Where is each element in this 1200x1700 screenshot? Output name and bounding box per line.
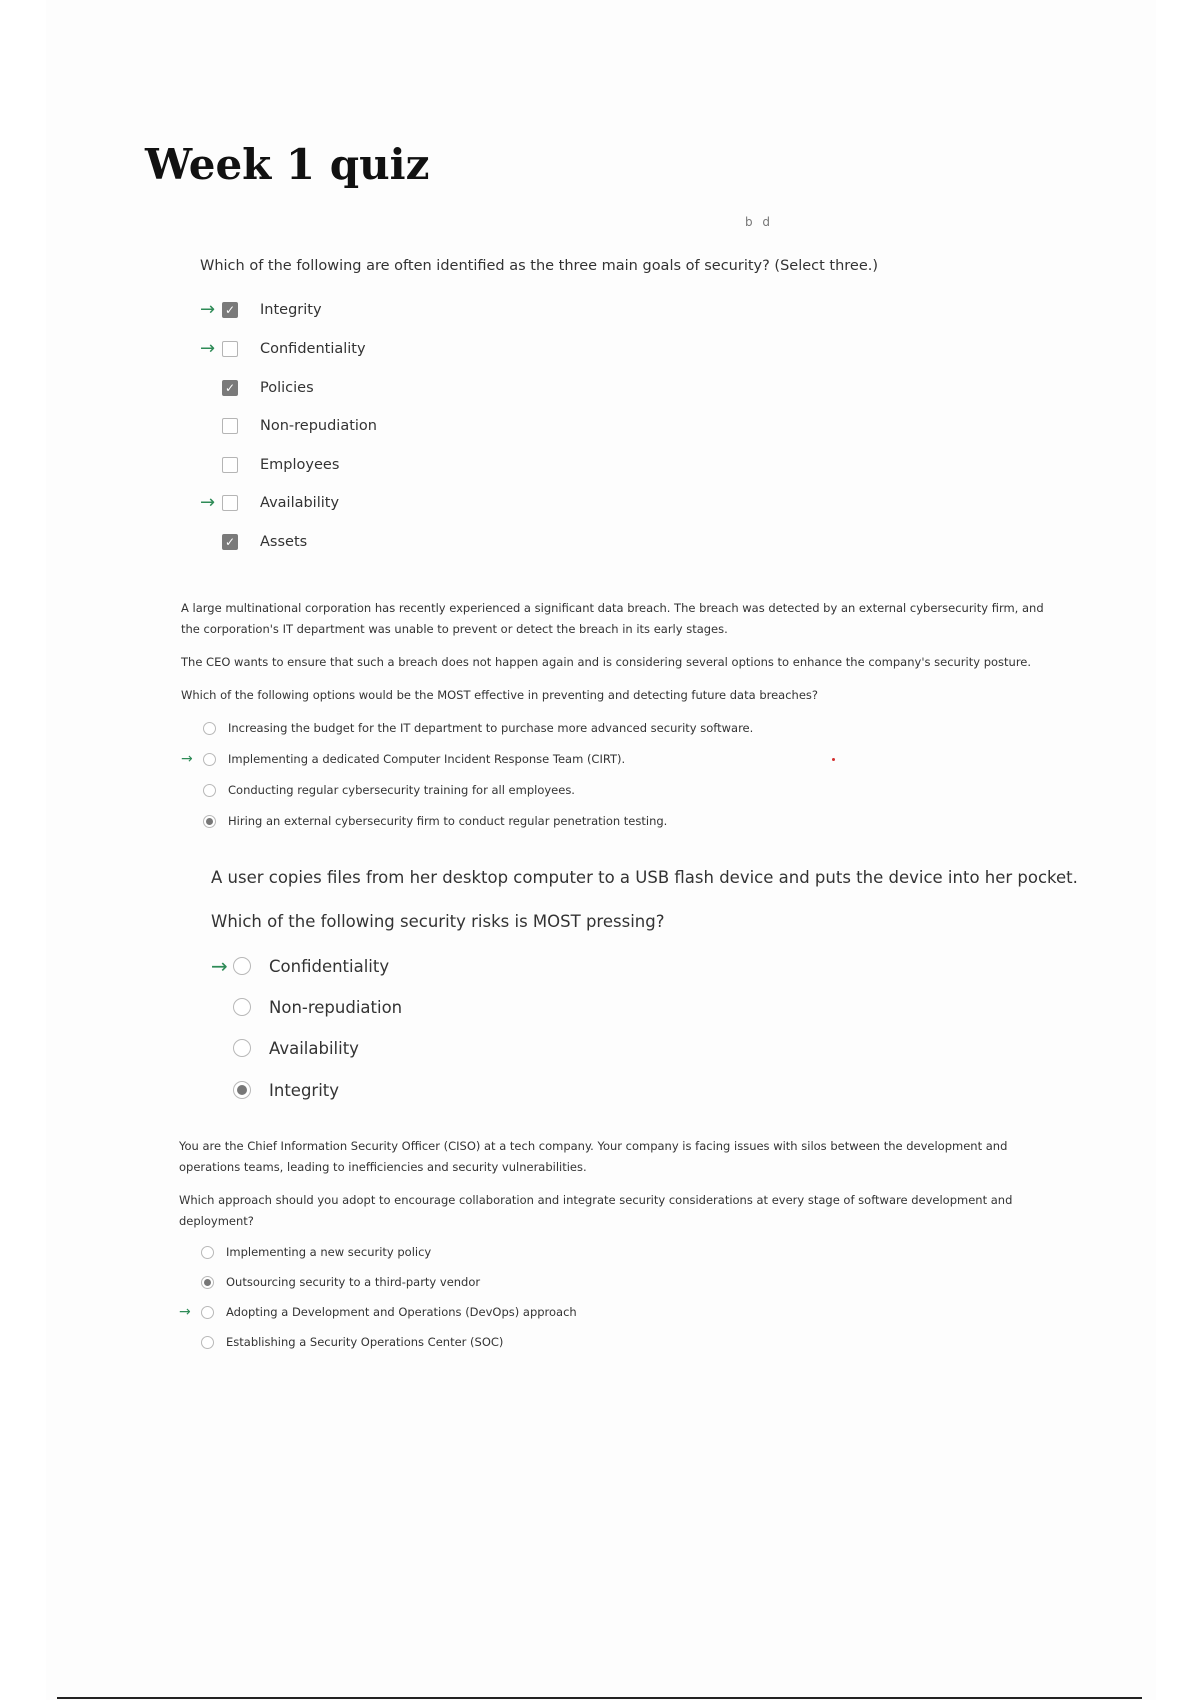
radio-button[interactable] xyxy=(201,1246,214,1259)
page-title: Week 1 quiz xyxy=(145,140,430,189)
option-label: Confidentiality xyxy=(269,956,390,976)
radio-button[interactable] xyxy=(233,1081,251,1099)
right-arrow-icon: → xyxy=(181,751,193,767)
question-1-text: Which of the following are often identified as the three main goals of security? (Select three.) xyxy=(200,258,879,274)
question-2-paragraph-3: Which of the following options would be the MOST effective in preventing and detecting future data breaches? xyxy=(181,688,818,702)
checkbox[interactable] xyxy=(222,495,238,511)
question-2 xyxy=(181,598,1061,706)
question-3-paragraph-1: A user copies files from her desktop computer to a USB flash device and puts the device into her pocket. xyxy=(211,868,1078,887)
option-label: Non-repudiation xyxy=(269,997,403,1017)
right-arrow-icon: → xyxy=(200,338,216,359)
radio-button[interactable] xyxy=(203,815,216,828)
right-arrow-icon: → xyxy=(200,299,216,320)
radio-button[interactable] xyxy=(203,753,216,766)
q4-option-2[interactable] xyxy=(179,1275,480,1289)
radio-button[interactable] xyxy=(201,1276,214,1289)
radio-selected-dot xyxy=(206,818,213,825)
checkbox[interactable] xyxy=(222,418,238,434)
checkbox[interactable] xyxy=(222,534,238,550)
option-label: Hiring an external cybersecurity firm to conduct regular penetration testing. xyxy=(228,814,668,828)
corner-mark: b d xyxy=(745,215,774,229)
option-label: Outsourcing security to a third-party vendor xyxy=(226,1275,481,1289)
option-label: Integrity xyxy=(260,302,322,318)
option-label: Availability xyxy=(269,1038,359,1058)
option-label: Employees xyxy=(260,457,340,473)
option-label: Implementing a new security policy xyxy=(226,1245,432,1259)
q3-option-integrity[interactable] xyxy=(211,1080,339,1100)
q1-option-availability[interactable] xyxy=(200,494,339,512)
checkbox[interactable] xyxy=(222,380,238,396)
option-label: Availability xyxy=(260,495,340,511)
red-dot-mark xyxy=(832,758,835,761)
radio-button[interactable] xyxy=(233,998,251,1016)
q2-option-3[interactable] xyxy=(181,783,575,797)
option-label: Adopting a Development and Operations (DevOps) approach xyxy=(226,1305,577,1319)
question-4-paragraph-2: Which approach should you adopt to encourage collaboration and integrate security considerations at every stage of software development and deployment? xyxy=(179,1193,1013,1228)
right-arrow-icon: → xyxy=(200,492,216,513)
q1-option-integrity[interactable] xyxy=(200,301,322,319)
q3-option-availability[interactable] xyxy=(211,1038,359,1058)
right-arrow-icon: → xyxy=(179,1304,191,1320)
radio-button[interactable] xyxy=(233,957,251,975)
q2-option-4[interactable] xyxy=(181,814,667,828)
option-label: Integrity xyxy=(269,1080,340,1100)
option-label: Conducting regular cybersecurity training for all employees. xyxy=(228,783,575,797)
q1-option-employees[interactable] xyxy=(200,456,339,474)
right-arrow-icon: → xyxy=(211,954,228,978)
radio-button[interactable] xyxy=(203,722,216,735)
q3-option-confidentiality[interactable] xyxy=(211,956,389,976)
option-label: Non-repudiation xyxy=(260,418,377,434)
question-4-paragraph-1: You are the Chief Information Security Officer (CISO) at a tech company. Your company is facing issues with silos between the development and operations teams, leading to inefficiencies and security vulnerabilities. xyxy=(179,1139,1008,1174)
check-icon: ✓ xyxy=(224,303,236,317)
option-label: Confidentiality xyxy=(260,341,366,357)
option-label: Policies xyxy=(260,380,314,396)
option-label: Implementing a dedicated Computer Incident Response Team (CIRT). xyxy=(228,752,626,766)
radio-selected-dot xyxy=(237,1085,247,1095)
radio-button[interactable] xyxy=(233,1039,251,1057)
q4-option-3[interactable] xyxy=(179,1305,577,1319)
question-1 xyxy=(200,258,1000,274)
question-2-paragraph-1: A large multinational corporation has recently experienced a significant data breach. The breach was detected by an external cybersecurity firm, and the corporation's IT department was unable to prevent or detect the breach in its early stages. xyxy=(181,601,1044,636)
question-3 xyxy=(211,868,1091,931)
q3-option-non-repudiation[interactable] xyxy=(211,997,402,1017)
question-3-paragraph-2: Which of the following security risks is MOST pressing? xyxy=(211,912,665,931)
q1-option-confidentiality[interactable] xyxy=(200,340,366,358)
footer-rule xyxy=(57,1697,1142,1699)
option-label: Increasing the budget for the IT department to purchase more advanced security software. xyxy=(228,721,754,735)
radio-button[interactable] xyxy=(203,784,216,797)
q4-option-1[interactable] xyxy=(179,1245,431,1259)
q2-option-1[interactable] xyxy=(181,721,753,735)
question-4 xyxy=(179,1136,1059,1232)
check-icon: ✓ xyxy=(224,535,236,549)
checkbox[interactable] xyxy=(222,457,238,473)
question-2-paragraph-2: The CEO wants to ensure that such a breach does not happen again and is considering several options to enhance the company's security posture. xyxy=(181,655,1032,669)
checkbox[interactable] xyxy=(222,341,238,357)
q1-option-assets[interactable] xyxy=(200,533,307,551)
page-sheet xyxy=(46,0,1156,1700)
option-label: Assets xyxy=(260,534,308,550)
checkbox[interactable] xyxy=(222,302,238,318)
q2-option-2[interactable] xyxy=(181,752,625,766)
q1-option-policies[interactable] xyxy=(200,379,314,397)
option-label: Establishing a Security Operations Center (SOC) xyxy=(226,1335,504,1349)
q1-option-non-repudiation[interactable] xyxy=(200,417,377,435)
radio-selected-dot xyxy=(204,1279,211,1286)
radio-button[interactable] xyxy=(201,1306,214,1319)
check-icon: ✓ xyxy=(224,381,236,395)
q4-option-4[interactable] xyxy=(179,1335,503,1349)
radio-button[interactable] xyxy=(201,1336,214,1349)
